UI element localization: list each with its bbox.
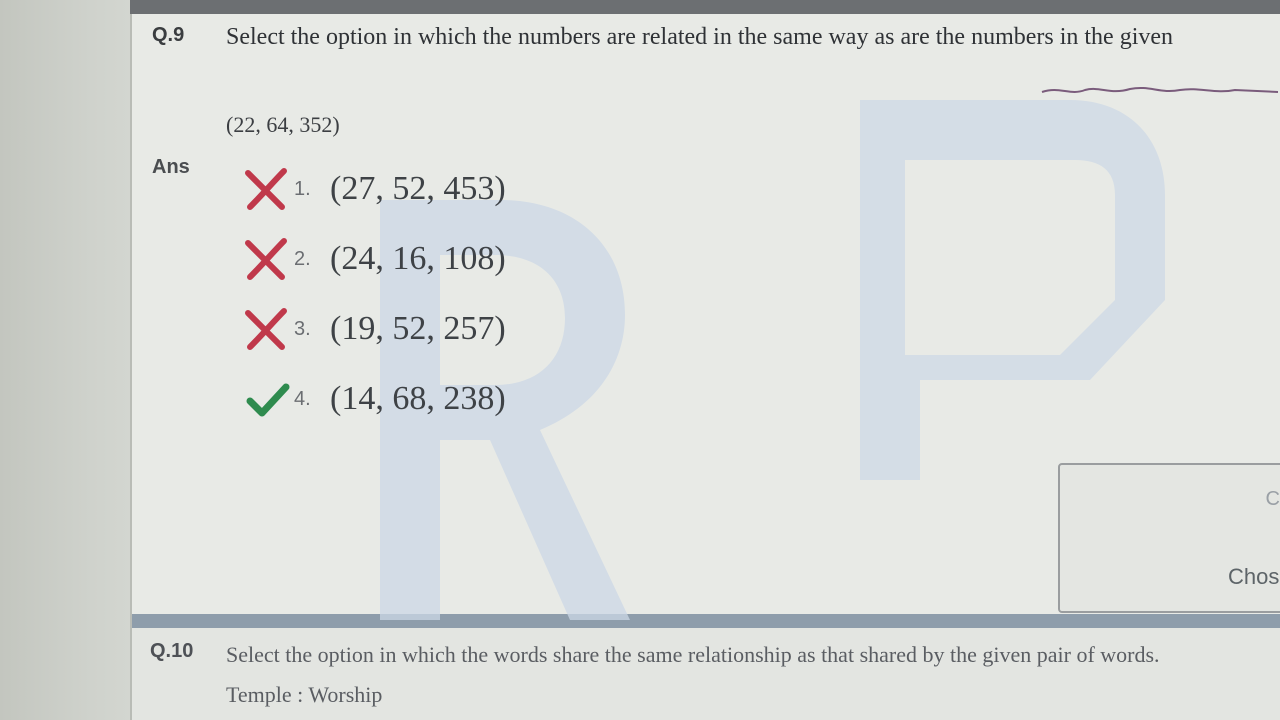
- watermark-logo-icon: [860, 100, 1170, 480]
- question-text: Select the option in which the numbers are related in the same way as are the numbers in the given: [226, 24, 1174, 50]
- cross-icon: [242, 167, 292, 211]
- next-question-number: Q.10: [150, 640, 194, 662]
- handwritten-scribble-icon: [1040, 84, 1280, 98]
- cross-icon: [242, 307, 292, 351]
- given-number-set: (22, 64, 352): [226, 112, 340, 137]
- option-4[interactable]: [242, 374, 506, 424]
- check-icon: [242, 377, 292, 421]
- cross-icon: [242, 237, 292, 281]
- option-value: (27, 52, 453): [330, 170, 506, 207]
- option-number: 2.: [294, 247, 311, 270]
- answer-label: Ans: [152, 156, 190, 178]
- option-number: 3.: [294, 317, 311, 340]
- chosen-option-panel: [1058, 463, 1280, 613]
- option-2[interactable]: [242, 234, 506, 284]
- top-bar: [130, 0, 1280, 14]
- chosen-panel-heading: C: [1265, 488, 1280, 510]
- next-question-text: Select the option in which the words share the same relationship as that shared by the given pair of words.: [226, 642, 1160, 667]
- option-number: 4.: [294, 387, 311, 410]
- option-value: (14, 68, 238): [330, 380, 506, 417]
- option-1[interactable]: [242, 164, 506, 214]
- next-question-word-pair: Temple : Worship: [226, 682, 383, 707]
- chosen-option-label: Chos: [1228, 564, 1280, 589]
- option-value: (24, 16, 108): [330, 240, 506, 277]
- question-number: Q.9: [152, 24, 185, 46]
- option-number: 1.: [294, 177, 311, 200]
- option-3[interactable]: [242, 304, 506, 354]
- left-margin: [0, 0, 132, 720]
- option-value: (19, 52, 257): [330, 310, 506, 347]
- question-divider: [132, 614, 1280, 628]
